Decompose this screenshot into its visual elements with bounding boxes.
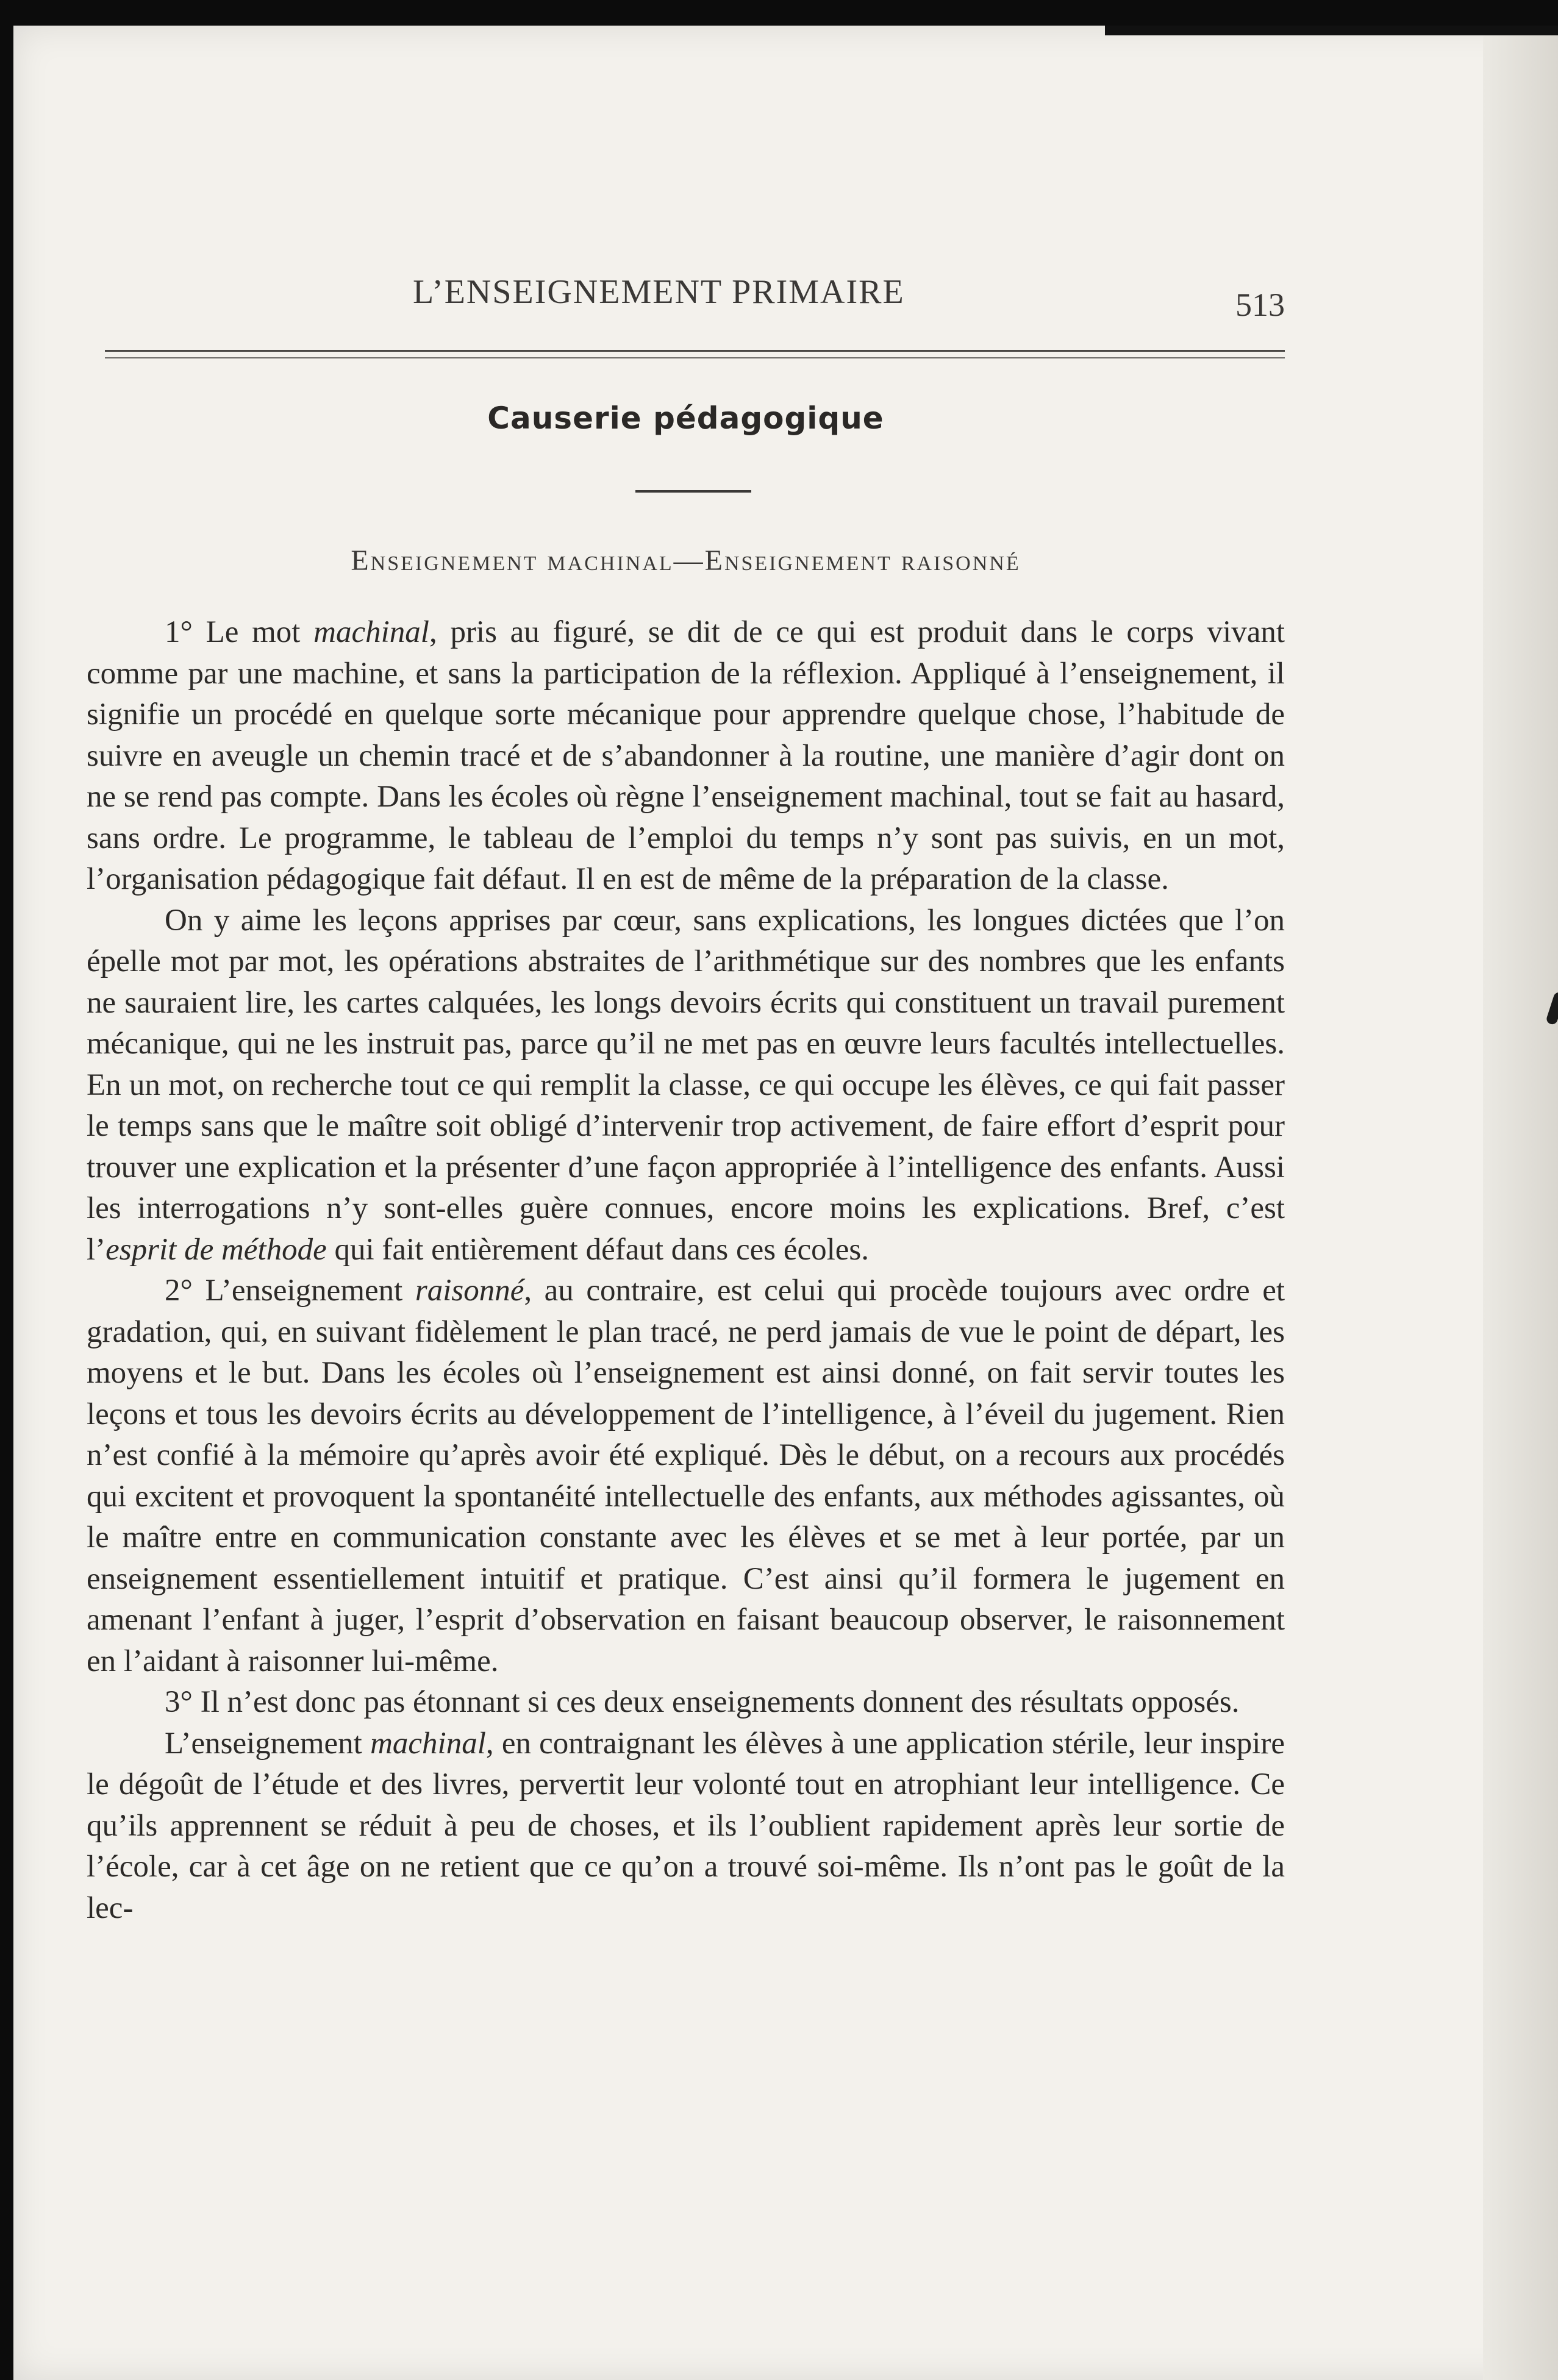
- text-span: On y aime les leçons apprises par cœur, sans explications, les longues dictées que l’on épelle mot par mot, les opérations abstraites de l’arithmétique sur des nombres que les enfants ne sauraient lire, les cartes calquées, les longs devoirs écrits qui constituent un travail purement mécanique, qui ne les instruit pas, parce qu’il ne met pas en œuvre leurs facultés intellectuelles. En un mot, on recherche tout ce qui remplit la classe, ce qui occupe les élèves, ce qui fait passer le temps sans que le maître soit obligé d’intervenir trop activement, de faire effort d’esprit pour trouver une explication et la présenter d’une façon appropriée à l’intelligence des enfants. Aussi les interrogations n’y sont-elles guère connues, encore moins les explications. Bref, c’est l’: [87, 903, 1285, 1267]
- running-title: L’ENSEIGNEMENT PRIMAIRE: [413, 273, 905, 311]
- text-span: L’enseignement: [165, 1726, 371, 1761]
- text-span: 3° Il n’est donc pas étonnant si ces deux enseignements donnent des résultats opposés.: [165, 1685, 1240, 1719]
- paragraph-2: [87, 900, 1285, 1271]
- title-separator-rule: [635, 490, 751, 493]
- book-page: [13, 26, 1558, 2380]
- text-span: , en contraignant les élèves à une application stérile, leur inspire le dégoût de l’étude et des livres, pervertit leur volonté tout en atrophiant leur intelligence. Ce qu’ils apprennent se réduit à peu de choses, et ils l’oublient rapidement après leur sortie de l’école, car à cet âge on ne retient que ce qu’on a trouvé soi-même. Ils n’ont pas le goût de la lec-: [87, 1726, 1285, 1925]
- paragraph-1: [87, 612, 1285, 900]
- italic-term: machinal: [370, 1726, 486, 1761]
- running-head: [87, 273, 1285, 323]
- page-number: 513: [1235, 287, 1285, 323]
- text-span: qui fait entièrement défaut dans ces écoles.: [326, 1232, 870, 1267]
- body-text: [87, 612, 1285, 1929]
- text-span: 1° Le mot: [165, 615, 314, 649]
- italic-term: machinal: [313, 615, 429, 649]
- italic-term: esprit de méthode: [105, 1232, 327, 1267]
- header-double-rule: [105, 350, 1285, 358]
- section-title: Causerie pédagogique: [487, 401, 884, 436]
- text-span: , au contraire, est celui qui procède toujours avec ordre et gradation, qui, en suivant fidèlement le plan tracé, ne perd jamais de vue le point de départ, les moyens et le but. Dans les écoles où l’enseignement est ainsi donné, on fait servir toutes les leçons et tous les devoirs écrits au développement de l’intelligence, à l’éveil du jugement. Rien n’est confié à la mémoire qu’après avoir été expliqué. Dès le début, on a recours aux procédés qui excitent et provoquent la spontanéité intellectuelle des enfants, aux méthodes agissantes, où le maître entre en communication constante avec les élèves et se met à leur portée, par un enseignement essentiellement intuitif et pratique. C’est ainsi qu’il formera le jugement en amenant l’enfant à juger, l’esprit d’observation en faisant beaucoup observer, le raisonnement en l’aidant à raisonner lui-même.: [87, 1274, 1285, 1678]
- page-edge-shading: [1483, 26, 1558, 2380]
- text-span: , pris au figuré, se dit de ce qui est produit dans le corps vivant comme par une machine, et sans la participation de la réflexion. Appliqué à l’enseignement, il signifie un procédé en quelque sorte mécanique pour apprendre quelque chose, l’habitude de suivre en aveugle un chemin tracé et de s’abandonner à la routine, une manière d’agir dont on ne se rend pas compte. Dans les écoles où règne l’enseignement machinal, tout se fait au hasard, sans ordre. Le programme, le tableau de l’emploi du temps n’y sont pas suivis, en un mot, l’organisation pédagogique fait défaut. Il en est de même de la préparation de la classe.: [87, 615, 1285, 896]
- top-edge-shadow: [1105, 26, 1558, 35]
- text-span: 2° L’enseignement: [165, 1274, 415, 1308]
- italic-term: raisonné: [415, 1274, 524, 1308]
- section-subtitle: Enseignement machinal—Enseignement raisonné: [351, 544, 1021, 577]
- paragraph-3: [87, 1270, 1285, 1682]
- paragraph-5: [87, 1723, 1285, 1929]
- paragraph-4: [87, 1682, 1285, 1723]
